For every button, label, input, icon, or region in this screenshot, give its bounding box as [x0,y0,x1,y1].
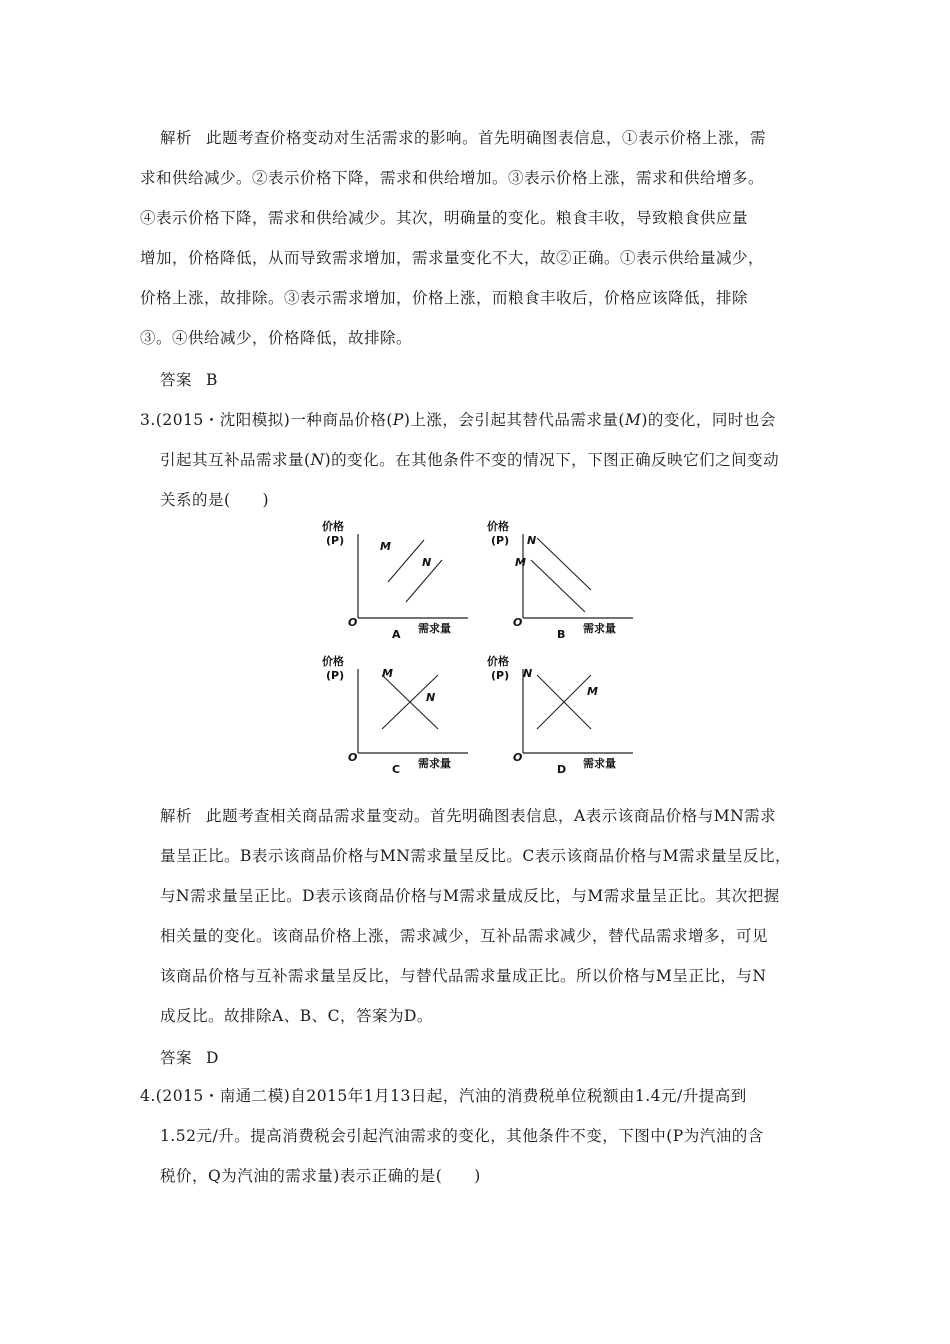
q2-analysis-line-5: 价格上涨，故排除。③表示需求增加，价格上涨，而粮食丰收后，价格应该降低，排除 [140,289,749,307]
q3-analysis-line-6: 成反比。故排除A、B、C，答案为D。 [160,1007,433,1025]
origin-label: O [348,616,358,629]
panel-letter: A [392,628,401,641]
origin-label: O [513,751,523,764]
y-axis-unit: (P) [491,669,510,682]
y-axis-unit: (P) [326,534,345,547]
curve-label-n: N [527,534,537,547]
y-axis-label: 价格 [487,655,509,668]
q2-analysis-line-2: 求和供给减少。②表示价格下降，需求和供给增加。③表示价格上涨，需求和供给增多。 [140,169,765,187]
q2-analysis-line-1: 解析 此题考查价格变动对生活需求的影响。首先明确图表信息，①表示价格上涨，需 [160,129,767,147]
q3-analysis-line-2: 量呈正比。B表示该商品价格与MN需求量呈反比。C表示该商品价格与M需求量呈反比， [160,847,792,865]
curve-label-m: M [515,556,526,569]
answer-value: B [206,371,218,389]
question-number: 4. [140,1087,156,1105]
curve-label-n: N [426,691,436,704]
q2-analysis-line-3: ④表示价格下降，需求和供给减少。其次，明确量的变化。粮食丰收，导致粮食供应量 [140,209,749,227]
q3-figure [300,515,660,775]
panel-letter: B [557,628,566,641]
x-axis-label: 需求量 [583,622,616,635]
q3-analysis [160,796,820,1036]
q2-analysis [140,118,820,358]
x-axis-label: 需求量 [418,622,451,635]
q3-line-3: 关系的是( ) [160,491,270,509]
panel-c [322,654,468,775]
curve-label-n: N [422,556,432,569]
q3-line-2: 引起其互补品需求量(N)的变化。在其他条件不变的情况下，下图正确反映它们之间变动 [160,451,780,469]
q3-answer [160,1038,219,1078]
question-number: 3. [140,411,156,429]
curve-label-m: M [382,667,393,680]
analysis-label: 解析 [160,807,193,825]
q3-analysis-line-1: 解析 此题考查相关商品需求量变动。首先明确图表信息，A表示该商品价格与MN需求 [160,807,777,825]
answer-label: 答案 [160,371,193,389]
answer-label: 答案 [160,1049,193,1067]
origin-label: O [348,751,358,764]
q3-analysis-line-5: 该商品价格与互补需求量呈反比，与替代品需求量成正比。所以价格与M呈正比，与N [160,967,767,985]
q3-analysis-line-3: 与N需求量呈正比。D表示该商品价格与M需求量成反比，与M需求量呈正比。其次把握 [160,887,780,905]
q4-line-3: 税价，Q为汽油的需求量)表示正确的是( ) [160,1167,481,1185]
y-axis-label: 价格 [322,655,344,668]
y-axis-label: 价格 [487,520,509,533]
y-axis-unit: (P) [326,669,345,682]
q4-line-2: 1.52元/升。提高消费税会引起汽油需求的变化，其他条件不变，下图中(P为汽油的含 [160,1127,764,1145]
curve-line-m [388,540,424,582]
origin-label: O [513,616,523,629]
panel-letter: D [557,763,567,775]
panel-letter: C [392,763,401,775]
y-axis-unit: (P) [491,534,510,547]
q2-answer [160,360,218,400]
q4-line-1: 4.(2015・南通二模)自2015年1月13日起，汽油的消费税单位税额由1.4元/升提高到 [140,1087,747,1105]
q3-analysis-line-4: 相关量的变化。该商品价格上涨，需求减少，互补品需求减少，替代品需求增多，可见 [160,927,769,945]
question-3 [140,400,820,520]
curve-label-m: M [380,540,391,553]
curve-label-n: N [523,667,533,680]
x-axis-label: 需求量 [418,757,451,770]
q3-line-1: 3.(2015・沈阳模拟)一种商品价格(P)上涨，会引起其替代品需求量(M)的变化，同时也会 [140,411,776,429]
panel-d [487,654,633,775]
question-source: (2015・沈阳模拟) [155,411,291,429]
answer-value: D [206,1049,219,1067]
curve-line-m [531,560,585,612]
analysis-label: 解析 [160,129,193,147]
q2-analysis-line-6: ③。④供给减少，价格降低，故排除。 [140,329,413,347]
q2-analysis-line-4: 增加，价格降低，从而导致需求增加，需求量变化不大，故②正确。①表示供给量减少， [140,249,765,267]
curve-line-n [537,538,591,590]
panel-b [487,519,633,641]
panel-a [322,519,468,641]
y-axis-label: 价格 [322,520,344,533]
curve-label-m: M [587,685,598,698]
question-4 [140,1076,820,1196]
x-axis-label: 需求量 [583,757,616,770]
